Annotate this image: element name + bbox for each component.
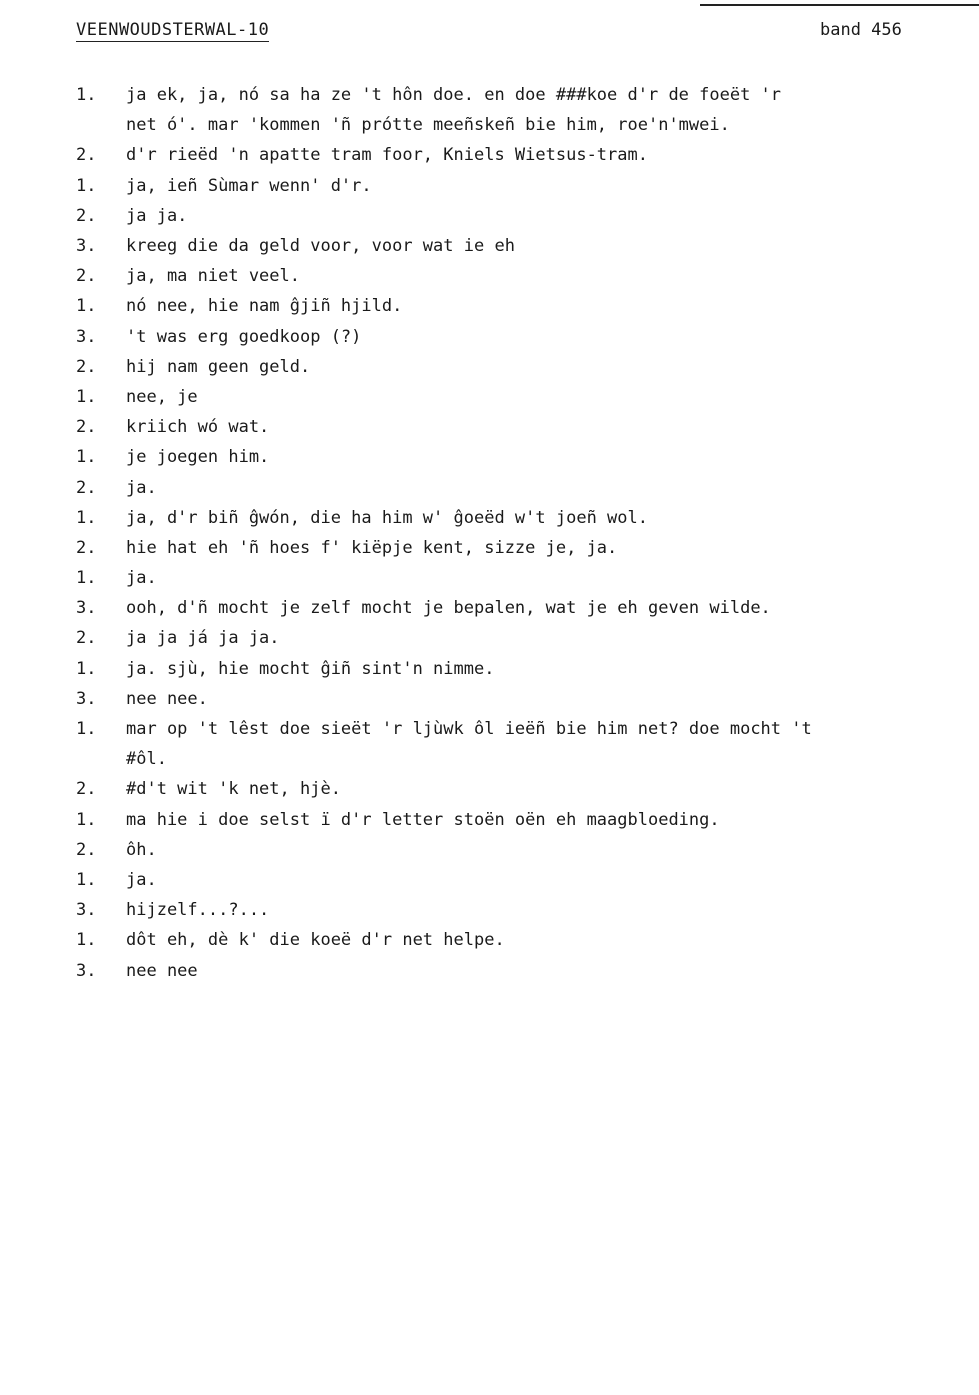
utterance-text: mar op 't lêst doe sieët 'r ljùwk ôl ieëñ bie him net? doe mocht 't bbox=[126, 719, 812, 740]
transcript-line bbox=[76, 835, 956, 865]
utterance-text: nee nee. bbox=[126, 688, 208, 709]
transcript-line bbox=[76, 110, 956, 140]
speaker-number: 1. bbox=[76, 175, 97, 196]
transcript-line bbox=[76, 654, 956, 684]
transcript-line bbox=[76, 503, 956, 533]
utterance-text: net ó'. mar 'kommen 'ñ prótte meeñskeñ bie him, roe'n'mwei. bbox=[126, 115, 730, 136]
speaker-number: 3. bbox=[76, 960, 97, 981]
transcript-line bbox=[76, 925, 956, 955]
speaker-number: 2. bbox=[76, 477, 97, 498]
utterance-text: #ôl. bbox=[126, 749, 167, 770]
transcript-line bbox=[76, 744, 956, 774]
utterance-text: ja. sjù, hie mocht ĝiñ sint'n nimme. bbox=[126, 658, 495, 679]
utterance-text: #d't wit 'k net, hjè. bbox=[126, 779, 341, 800]
utterance-text: ja ja. bbox=[126, 205, 188, 226]
transcript-line bbox=[76, 231, 956, 261]
transcript-line bbox=[76, 774, 956, 804]
speaker-number: 1. bbox=[76, 296, 97, 317]
transcript-line bbox=[76, 805, 956, 835]
speaker-number: 1. bbox=[76, 809, 97, 830]
speaker-number: 2. bbox=[76, 417, 97, 438]
utterance-text: hij nam geen geld. bbox=[126, 356, 311, 377]
utterance-text: ja. bbox=[126, 477, 157, 498]
speaker-number: 1. bbox=[76, 930, 97, 951]
utterance-text: 't was erg goedkoop (?) bbox=[126, 326, 362, 347]
transcript-line bbox=[76, 261, 956, 291]
top-rule bbox=[700, 4, 979, 6]
transcript-line bbox=[76, 623, 956, 653]
utterance-text: ja ja já ja ja. bbox=[126, 628, 280, 649]
utterance-text: ja, d'r biñ ĝwón, die ha him w' ĝoeëd w't joeñ wol. bbox=[126, 507, 648, 528]
speaker-number: 2. bbox=[76, 145, 97, 166]
utterance-text: ja, ieñ Sùmar wenn' d'r. bbox=[126, 175, 372, 196]
transcript-line bbox=[76, 412, 956, 442]
transcript-line bbox=[76, 865, 956, 895]
transcript-line bbox=[76, 955, 956, 985]
speaker-number: 2. bbox=[76, 205, 97, 226]
speaker-number: 1. bbox=[76, 386, 97, 407]
utterance-text: nee nee bbox=[126, 960, 198, 981]
speaker-number: 3. bbox=[76, 236, 97, 257]
transcript-line bbox=[76, 472, 956, 502]
utterance-text: nee, je bbox=[126, 386, 198, 407]
transcript-line bbox=[76, 533, 956, 563]
transcript-line bbox=[76, 442, 956, 472]
transcript-line bbox=[76, 563, 956, 593]
tape-number: band 456 bbox=[820, 20, 902, 40]
utterance-text: nó nee, hie nam ĝjiñ hjild. bbox=[126, 296, 403, 317]
transcript-line bbox=[76, 201, 956, 231]
utterance-text: ja ek, ja, nó sa ha ze 't hôn doe. en doe ###koe d'r de foeët 'r bbox=[126, 85, 782, 106]
transcript-line bbox=[76, 171, 956, 201]
utterance-text: dôt eh, dè k' die koeë d'r net helpe. bbox=[126, 930, 505, 951]
utterance-text: ooh, d'ñ mocht je zelf mocht je bepalen, wat je eh geven wilde. bbox=[126, 598, 771, 619]
transcript-line bbox=[76, 291, 956, 321]
utterance-text: ja. bbox=[126, 568, 157, 589]
transcript-line bbox=[76, 895, 956, 925]
transcript-line bbox=[76, 684, 956, 714]
utterance-text: ôh. bbox=[126, 839, 157, 860]
transcript-line bbox=[76, 593, 956, 623]
transcript-line bbox=[76, 80, 956, 110]
transcript-line bbox=[76, 382, 956, 412]
speaker-number: 3. bbox=[76, 598, 97, 619]
transcript-body bbox=[76, 80, 956, 986]
utterance-text: ma hie i doe selst ï d'r letter stoën oën eh maagbloeding. bbox=[126, 809, 720, 830]
speaker-number: 3. bbox=[76, 688, 97, 709]
transcript-line bbox=[76, 140, 956, 170]
speaker-number: 2. bbox=[76, 537, 97, 558]
speaker-number: 1. bbox=[76, 85, 97, 106]
speaker-number: 2. bbox=[76, 266, 97, 287]
utterance-text: ja. bbox=[126, 869, 157, 890]
utterance-text: ja, ma niet veel. bbox=[126, 266, 300, 287]
speaker-number: 3. bbox=[76, 326, 97, 347]
transcript-line bbox=[76, 714, 956, 744]
speaker-number: 2. bbox=[76, 628, 97, 649]
speaker-number: 2. bbox=[76, 839, 97, 860]
utterance-text: je joegen him. bbox=[126, 447, 270, 468]
utterance-text: kriich wó wat. bbox=[126, 417, 270, 438]
speaker-number: 1. bbox=[76, 568, 97, 589]
speaker-number: 1. bbox=[76, 447, 97, 468]
speaker-number: 2. bbox=[76, 779, 97, 800]
speaker-number: 1. bbox=[76, 719, 97, 740]
transcript-line bbox=[76, 322, 956, 352]
utterance-text: hijzelf...?... bbox=[126, 900, 270, 921]
speaker-number: 1. bbox=[76, 869, 97, 890]
document-title: VEENWOUDSTERWAL-10 bbox=[76, 20, 270, 40]
utterance-text: kreeg die da geld voor, voor wat ie eh bbox=[126, 236, 515, 257]
speaker-number: 1. bbox=[76, 507, 97, 528]
speaker-number: 3. bbox=[76, 900, 97, 921]
speaker-number: 2. bbox=[76, 356, 97, 377]
transcript-line bbox=[76, 352, 956, 382]
speaker-number: 1. bbox=[76, 658, 97, 679]
utterance-text: hie hat eh 'ñ hoes f' kiëpje kent, sizze je, ja. bbox=[126, 537, 618, 558]
utterance-text: d'r rieëd 'n apatte tram foor, Kniels Wietsus-tram. bbox=[126, 145, 648, 166]
